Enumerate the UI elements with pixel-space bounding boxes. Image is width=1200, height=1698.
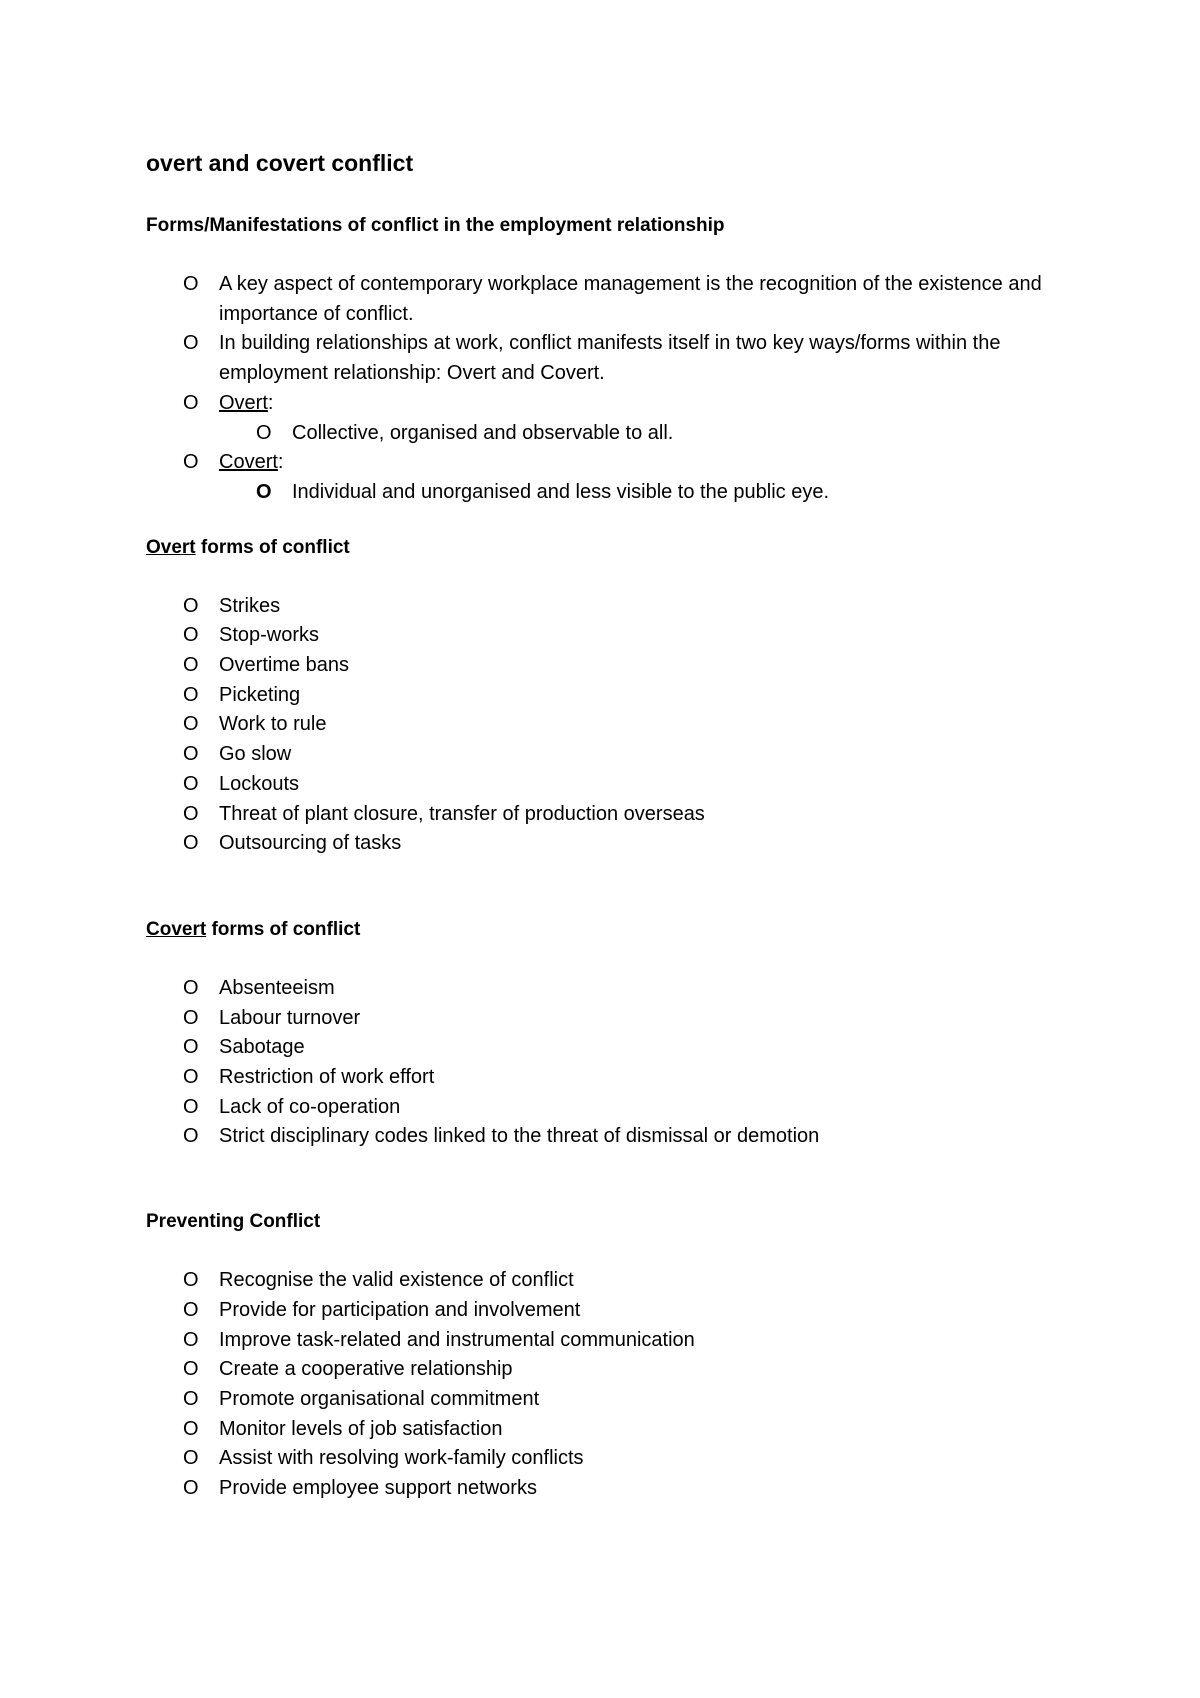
bullet-icon: O xyxy=(183,713,199,736)
bullet-icon: O xyxy=(183,1358,199,1381)
list-item xyxy=(146,448,1046,478)
bullet-icon: O xyxy=(183,1477,199,1500)
bullet-icon: O xyxy=(183,1036,199,1059)
list-item xyxy=(146,829,1046,859)
preventing-conflict-heading: Preventing Conflict xyxy=(146,1211,321,1233)
list-item-text: Overtime bans xyxy=(219,654,350,677)
list-item xyxy=(146,1122,1046,1152)
overt-forms-heading xyxy=(146,533,1046,563)
bullet-icon: O xyxy=(256,421,272,444)
forms-heading: Forms/Manifestations of conflict in the employment relationship xyxy=(146,215,725,236)
overt-heading-word: Overt xyxy=(146,536,196,558)
list-item-text: Picketing xyxy=(219,683,301,706)
list-item xyxy=(146,592,1046,622)
list-item-text: Improve task-related and instrumental communication xyxy=(219,1328,695,1351)
bullet-icon: O xyxy=(183,772,199,795)
bullet-icon: O xyxy=(183,1095,199,1118)
covert-colon: : xyxy=(277,451,284,474)
list-subitem xyxy=(146,478,1046,508)
list-item-text: Sabotage xyxy=(219,1036,305,1059)
bullet-icon: O xyxy=(183,451,199,474)
list-item xyxy=(146,1474,1046,1504)
preventing-conflict-list xyxy=(146,1266,1046,1504)
list-item-text: In building relationships at work, conflict manifests itself in two key ways/forms within the employment relationship: Overt and Covert. xyxy=(219,332,1001,385)
page-title: overt and covert conflict xyxy=(146,150,414,176)
list-item xyxy=(146,1355,1046,1385)
list-item-text: Labour turnover xyxy=(219,1006,361,1029)
list-item-text: Recognise the valid existence of conflict xyxy=(219,1269,574,1292)
list-subitem xyxy=(146,419,1046,449)
covert-heading-word: Covert xyxy=(146,918,207,940)
list-item xyxy=(146,974,1046,1004)
bullet-icon: O xyxy=(183,273,199,295)
list-item xyxy=(146,681,1046,711)
covert-forms-list xyxy=(146,974,1046,1152)
list-item-text: Lockouts xyxy=(219,772,300,795)
document-page xyxy=(146,148,1046,1504)
list-item-text: Provide for participation and involvement xyxy=(219,1298,581,1321)
list-item xyxy=(146,389,1046,419)
list-item-text: Assist with resolving work-family conflicts xyxy=(219,1447,584,1470)
list-item-text: Strikes xyxy=(219,594,281,617)
list-item-text: Work to rule xyxy=(219,713,327,736)
bullet-icon: O xyxy=(183,391,199,414)
bullet-icon: O xyxy=(256,480,272,503)
list-item xyxy=(146,1326,1046,1356)
list-item-text: Strict disciplinary codes linked to the threat of dismissal or demotion xyxy=(219,1125,820,1148)
list-item xyxy=(146,1415,1046,1445)
forms-list xyxy=(146,270,1046,508)
list-item xyxy=(146,329,1046,388)
list-item xyxy=(146,1093,1046,1123)
list-item xyxy=(146,1033,1046,1063)
list-item-text: Restriction of work effort xyxy=(219,1066,435,1089)
list-item xyxy=(146,1266,1046,1296)
list-item-text: Outsourcing of tasks xyxy=(219,832,402,855)
bullet-icon: O xyxy=(183,594,199,617)
bullet-icon: O xyxy=(183,1328,199,1351)
list-item xyxy=(146,1296,1046,1326)
covert-forms-heading xyxy=(146,915,1046,945)
list-item xyxy=(146,1063,1046,1093)
list-item xyxy=(146,270,1046,329)
bullet-icon: O xyxy=(183,332,199,355)
list-item-text: Promote organisational commitment xyxy=(219,1387,540,1410)
overt-heading-rest: forms of conflict xyxy=(195,536,350,558)
bullet-icon: O xyxy=(183,624,199,647)
bullet-icon: O xyxy=(183,976,199,999)
list-item-text: Create a cooperative relationship xyxy=(219,1358,513,1381)
bullet-icon: O xyxy=(183,1447,199,1470)
list-item-text: Monitor levels of job satisfaction xyxy=(219,1417,503,1440)
list-item-text: Provide employee support networks xyxy=(219,1477,537,1500)
list-item xyxy=(146,770,1046,800)
list-item xyxy=(146,1385,1046,1415)
list-item xyxy=(146,1444,1046,1474)
list-item xyxy=(146,1004,1046,1034)
bullet-icon: O xyxy=(183,1006,199,1029)
list-item xyxy=(146,651,1046,681)
bullet-icon: O xyxy=(183,802,199,825)
bullet-icon: O xyxy=(183,1417,199,1440)
overt-colon: : xyxy=(267,391,274,414)
bullet-icon: O xyxy=(183,1125,199,1148)
list-item xyxy=(146,710,1046,740)
covert-heading-rest: forms of conflict xyxy=(206,918,361,940)
list-subitem-text: Collective, organised and observable to all. xyxy=(292,421,674,444)
list-item-text: Go slow xyxy=(219,743,292,766)
bullet-icon: O xyxy=(183,654,199,677)
list-item xyxy=(146,800,1046,830)
bullet-icon: O xyxy=(183,832,199,855)
list-item-text: Lack of co-operation xyxy=(219,1095,401,1118)
list-item-text: A key aspect of contemporary workplace management is the recognition of the existence and importance of conflict. xyxy=(219,273,1042,325)
covert-label: Covert xyxy=(219,451,278,474)
overt-forms-list xyxy=(146,592,1046,859)
bullet-icon: O xyxy=(183,1298,199,1321)
list-item xyxy=(146,740,1046,770)
list-item-text: Threat of plant closure, transfer of production overseas xyxy=(219,802,705,825)
bullet-icon: O xyxy=(183,1066,199,1089)
list-item-text: Absenteeism xyxy=(219,976,335,999)
bullet-icon: O xyxy=(183,743,199,766)
bullet-icon: O xyxy=(183,1387,199,1410)
overt-label: Overt xyxy=(219,391,268,414)
list-item xyxy=(146,621,1046,651)
list-subitem-text: Individual and unorganised and less visible to the public eye. xyxy=(292,480,830,503)
bullet-icon: O xyxy=(183,683,199,706)
list-item-text: Stop-works xyxy=(219,624,320,647)
bullet-icon: O xyxy=(183,1269,199,1292)
